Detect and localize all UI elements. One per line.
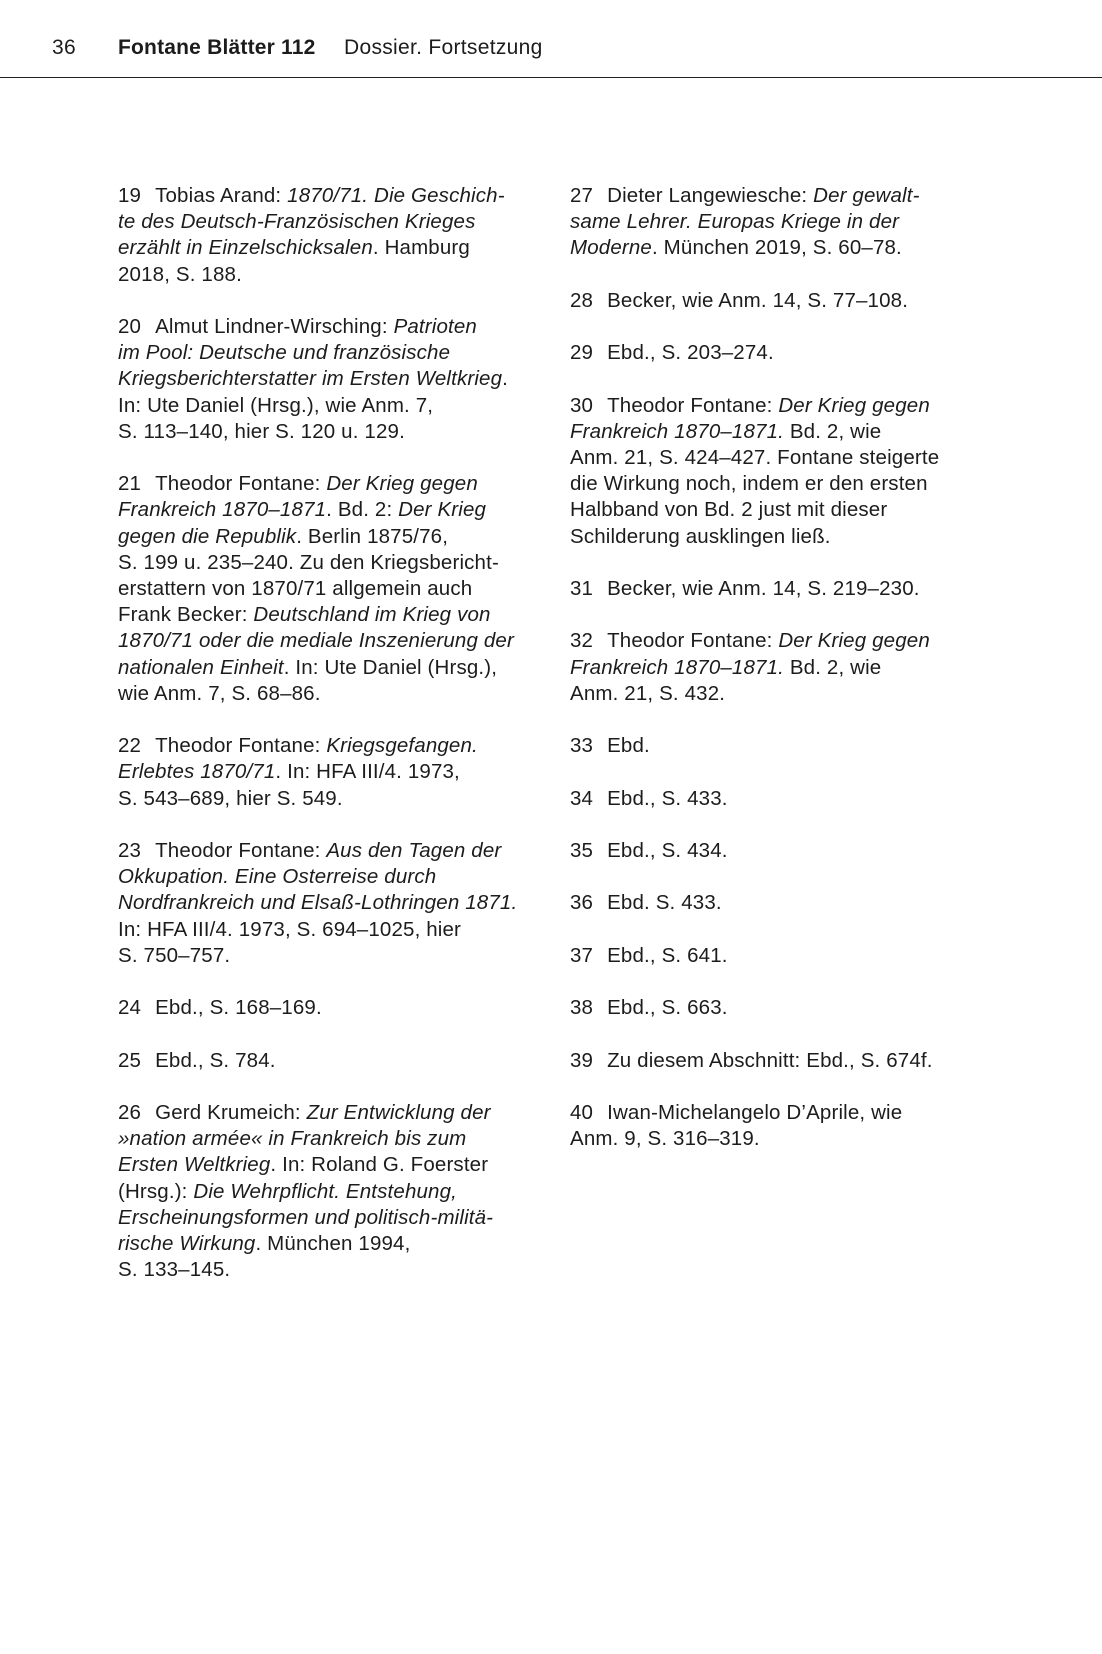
footnote-text: Gerd Krumeich:: [155, 1101, 307, 1124]
footnote-text: Theodor Fontane:: [155, 472, 327, 496]
footnote-text: Frank Becker:: [118, 603, 254, 627]
footnote-29: [570, 340, 990, 366]
footnote-title-text: 1870/71. Die Geschich-: [287, 184, 505, 207]
footnote-text: . München 2019, S. 60–78.: [651, 236, 902, 260]
footnote-title-text: gegen die Republik: [118, 524, 297, 548]
footnote-title-text: te des Deutsch-Französischen Krieges: [118, 210, 476, 234]
footnote-text: . Bd. 2:: [326, 498, 399, 522]
footnote-title-text: Nordfrankreich und Elsaß-Lothringen 1871.: [118, 891, 518, 915]
footnote-text: Bd. 2, wie: [784, 655, 882, 679]
footnote-32: [570, 628, 990, 707]
footnote-title-text: Erscheinungsformen und politisch-militä-: [118, 1205, 494, 1229]
footnote-number: 24: [118, 996, 142, 1020]
footnote-text: Theodor Fontane:: [607, 629, 779, 653]
footnote-text: Becker, wie Anm. 14, S. 219–230.: [607, 576, 920, 600]
footnote-text: Ebd., S. 433.: [607, 786, 728, 810]
footnote-35: [570, 838, 990, 864]
footnote-38: [570, 995, 990, 1021]
footnote-39: [570, 1048, 990, 1074]
footnote-23: [118, 838, 538, 969]
footnotes-right-column: [570, 183, 990, 1179]
footnote-number: 29: [570, 341, 594, 365]
footnote-title-text: Die Wehrpflicht. Entstehung,: [193, 1179, 457, 1203]
footnote-text: erstattern von 1870/71 allgemein auch: [118, 577, 473, 601]
footnote-title-text: Frankreich 1870–1871.: [570, 419, 784, 443]
footnote-text: Tobias Arand:: [155, 184, 288, 207]
footnote-27: [570, 183, 990, 262]
footnote-number: 19: [118, 184, 142, 207]
footnote-number: 30: [570, 393, 594, 417]
footnote-number: 39: [570, 1048, 594, 1072]
footnote-24: [118, 995, 538, 1021]
footnote-title-text: Zur Entwicklung der: [306, 1101, 491, 1124]
footnote-text: Ebd., S. 168–169.: [155, 996, 322, 1020]
footnote-33: [570, 733, 990, 759]
footnote-number: 33: [570, 734, 594, 758]
footnote-text: . Hamburg: [372, 236, 470, 260]
footnote-text: Bd. 2, wie: [784, 419, 882, 443]
footnote-title-text: Der Krieg: [398, 498, 487, 522]
journal-title: Fontane Blätter 112: [118, 36, 316, 59]
footnote-26: [118, 1100, 538, 1283]
footnote-text: Ebd., S. 434.: [607, 838, 728, 862]
page-number: 36: [52, 36, 76, 59]
footnote-number: 37: [570, 943, 594, 967]
footnote-text: Anm. 9, S. 316–319.: [570, 1127, 760, 1151]
footnote-text: (Hrsg.):: [118, 1179, 194, 1203]
footnote-text: . In: Ute Daniel (Hrsg.),: [283, 655, 498, 679]
footnote-title-text: Kriegsberichterstatter im Ersten Weltkrieg: [118, 367, 503, 391]
footnote-number: 36: [570, 891, 594, 915]
footnote-title-text: Patrioten: [393, 315, 477, 338]
footnote-28: [570, 288, 990, 314]
footnote-text: Anm. 21, S. 432.: [570, 681, 726, 705]
footnote-text: Ebd., S. 203–274.: [607, 341, 774, 365]
footnote-text: Ebd., S. 784.: [155, 1048, 276, 1072]
footnote-text: Ebd.: [607, 734, 650, 758]
footnote-number: 23: [118, 839, 142, 863]
footnote-text: Ebd., S. 663.: [607, 996, 728, 1020]
footnote-21: [118, 471, 538, 707]
footnote-title-text: Der Krieg gegen: [778, 393, 930, 417]
footnote-text: 2018, S. 188.: [118, 262, 242, 286]
section-title: Dossier. Fortsetzung: [344, 36, 543, 59]
footnote-text: Theodor Fontane:: [607, 393, 779, 417]
footnote-number: 21: [118, 472, 142, 496]
footnotes-left-column: [118, 183, 538, 1310]
footnote-40: [570, 1100, 990, 1152]
footnote-text: Ebd., S. 641.: [607, 943, 728, 967]
footnote-title-text: Aus den Tagen der: [326, 839, 502, 863]
footnote-number: 32: [570, 629, 594, 653]
footnote-text: wie Anm. 7, S. 68–86.: [118, 681, 321, 705]
footnote-text: Anm. 21, S. 424–427. Fontane steigerte: [570, 445, 940, 469]
footnote-number: 38: [570, 996, 594, 1020]
footnote-title-text: nationalen Einheit: [118, 655, 284, 679]
footnote-title-text: same Lehrer. Europas Kriege in der: [570, 210, 900, 234]
footnote-34: [570, 786, 990, 812]
footnote-text: Schilderung ausklingen ließ.: [570, 524, 831, 548]
footnote-number: 35: [570, 838, 594, 862]
footnote-text: . In: HFA III/4. 1973,: [275, 760, 460, 784]
footnote-number: 20: [118, 315, 142, 338]
footnote-title-text: Ersten Weltkrieg: [118, 1153, 271, 1177]
footnote-text: Almut Lindner-Wirsching:: [155, 315, 394, 338]
footnote-text: . In: Roland G. Foerster: [270, 1153, 489, 1177]
footnote-text: Iwan-Michelangelo D’Aprile, wie: [607, 1100, 903, 1124]
footnote-text: S. 543–689, hier S. 549.: [118, 786, 343, 810]
footnote-36: [570, 890, 990, 916]
footnote-text: Zu diesem Abschnitt: Ebd., S. 674f.: [607, 1048, 933, 1072]
footnote-title-text: rische Wirkung: [118, 1232, 256, 1256]
footnote-text: . Berlin 1875/76,: [296, 524, 449, 548]
footnote-title-text: im Pool: Deutsche und französische: [118, 341, 451, 365]
footnote-text: S. 113–140, hier S. 120 u. 129.: [118, 419, 405, 443]
footnote-number: 31: [570, 576, 594, 600]
footnote-text: Dieter Langewiesche:: [607, 184, 814, 207]
footnote-19: [118, 183, 538, 288]
footnote-25: [118, 1048, 538, 1074]
footnote-text: In: HFA III/4. 1973, S. 694–1025, hier: [118, 917, 462, 941]
footnote-31: [570, 576, 990, 602]
footnote-text: .: [502, 367, 509, 391]
footnote-number: 27: [570, 184, 594, 207]
footnote-text: . München 1994,: [255, 1232, 411, 1256]
footnote-text: Becker, wie Anm. 14, S. 77–108.: [607, 288, 909, 312]
footnote-title-text: Der Krieg gegen: [778, 629, 930, 653]
footnote-20: [118, 314, 538, 445]
footnote-37: [570, 943, 990, 969]
footnote-number: 28: [570, 288, 594, 312]
footnote-text: Theodor Fontane:: [155, 839, 327, 863]
footnote-text: die Wirkung noch, indem er den ersten: [570, 472, 928, 496]
footnote-number: 26: [118, 1101, 142, 1124]
footnote-text: Halbband von Bd. 2 just mit dieser: [570, 498, 888, 522]
footnote-number: 22: [118, 734, 142, 758]
footnote-title-text: Moderne: [570, 236, 652, 260]
footnote-30: [570, 393, 990, 550]
page-header: [0, 0, 1102, 78]
footnote-text: S. 199 u. 235–240. Zu den Kriegsbericht-: [118, 550, 499, 574]
footnote-text: Theodor Fontane:: [155, 734, 327, 758]
footnote-number: 25: [118, 1048, 142, 1072]
footnote-number: 34: [570, 786, 594, 810]
footnote-text: Ebd. S. 433.: [607, 891, 722, 915]
footnote-title-text: Frankreich 1870–1871.: [570, 655, 784, 679]
footnote-title-text: Kriegsgefangen.: [326, 734, 478, 758]
footnote-number: 40: [570, 1100, 594, 1124]
footnote-title-text: Der Krieg gegen: [326, 472, 478, 496]
footnote-text: In: Ute Daniel (Hrsg.), wie Anm. 7,: [118, 393, 434, 417]
footnote-title-text: Der gewalt-: [813, 184, 920, 207]
footnote-title-text: »nation armée« in Frankreich bis zum: [118, 1127, 467, 1151]
footnote-text: S. 750–757.: [118, 943, 231, 967]
footnote-title-text: Frankreich 1870–1871: [118, 498, 327, 522]
footnote-title-text: Okkupation. Eine Osterreise durch: [118, 865, 437, 889]
footnote-title-text: Deutschland im Krieg von: [253, 603, 491, 627]
footnote-22: [118, 733, 538, 812]
footnote-title-text: Erlebtes 1870/71: [118, 760, 276, 784]
footnote-title-text: 1870/71 oder die mediale Inszenierung der: [118, 629, 514, 653]
footnote-title-text: erzählt in Einzelschicksalen: [118, 236, 373, 260]
footnote-text: S. 133–145.: [118, 1258, 231, 1282]
